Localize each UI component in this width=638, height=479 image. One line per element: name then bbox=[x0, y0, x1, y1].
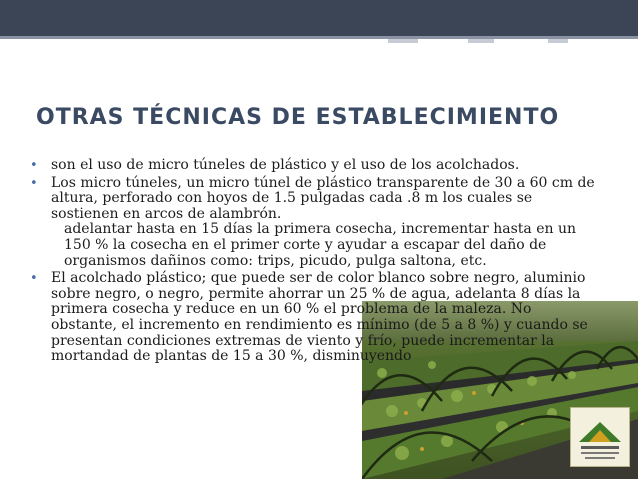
header-tick bbox=[548, 39, 568, 43]
bullet-marker: • bbox=[30, 271, 38, 287]
bullet-marker: • bbox=[30, 158, 38, 173]
header-tick bbox=[468, 39, 494, 43]
logo-drawing bbox=[571, 408, 629, 466]
slide-title: OTRAS TÉCNICAS DE ESTABLECIMIENTO bbox=[36, 105, 560, 130]
bullet-text: El acolchado plástico; que puede ser de color blanco sobre negro, aluminio sobre negro, o negro, permite ahorrar un 25 % de agua, adelanta 8 días la primera cosecha y reduce en un 60 % el problema de la maleza. No obstante, el incremento en rendimiento es mínimo (de 5 a 8 %) y cuando se presentan condiciones extremas de viento y frío, puede incrementar la mortandad de plantas de 15 a 30 %, disminuyendo bbox=[51, 270, 588, 365]
bullet-text: Los micro túneles, un micro túnel de plástico transparente de 30 a 60 cm de altura, perforado con hoyos de 1.5 pulgadas cada .8 m los cuales se sostienen en arcos de alambrón. bbox=[51, 174, 595, 222]
bullet-item bbox=[30, 158, 600, 174]
bullet-list bbox=[30, 158, 600, 365]
header-tick bbox=[388, 39, 418, 43]
bullet-continuation: adelantar hasta en 15 días la primera cosecha, incrementar hasta en un 150 % la cosecha en el primer corte y ayudar a escapar del daño de organismos dañinos como: trips, picudo, pulga saltona, etc. bbox=[64, 221, 577, 269]
bullet-marker: • bbox=[30, 175, 38, 191]
bullet-text: son el uso de micro túneles de plástico y el uso de los acolchados. bbox=[51, 157, 520, 173]
header-rule bbox=[0, 36, 638, 39]
institution-logo bbox=[570, 407, 630, 467]
bullet-item bbox=[30, 176, 600, 270]
header-bar bbox=[0, 0, 638, 36]
bullet-item bbox=[30, 271, 600, 365]
slide-body bbox=[30, 158, 600, 367]
